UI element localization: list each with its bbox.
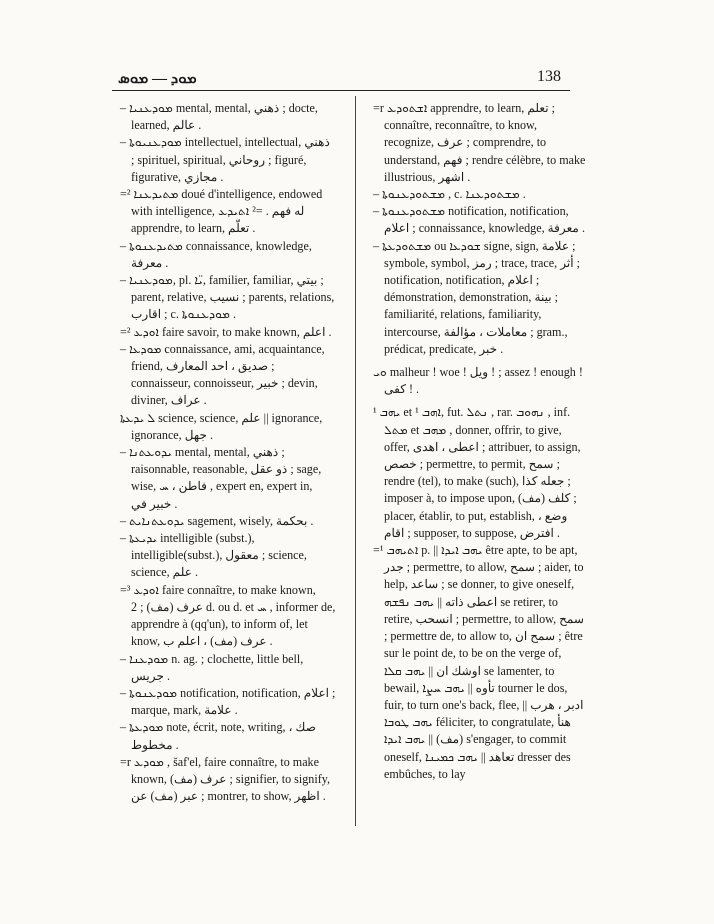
entry: – ܡܘܕܥܐ connaissance, ami, acquaintance, friend, صديق ، احد المعارف ; connaisseur, connoisseur, خبير ; devin, diviner, عراف . [120, 341, 325, 408]
entry: – ܝܕܘܥܬܢܐܝܬ sagement, wisely, بحكمة . [120, 513, 314, 528]
entry: =³ ܐܘܕܥ faire connaître, to make known, عرف (مف) ; 2 d. ou d. et ܚ , informer de, apprendre à (qq'un), to inform of, let know, عرف (مف) ، اعلم ب . [120, 582, 336, 649]
entry: =r ܡܘܕܥ , šaf'el, faire connaître, to make known, عرف (مف) ; signifier, to signify, عبر (مف) عن ; montrer, to show, اظهر . [120, 754, 331, 804]
header-rule [112, 90, 570, 91]
entry: – ܡܘܕܥܢܘܬܐ notification, notification, اعلام ; marque, mark, علامة . [120, 685, 336, 718]
entry: – ܡܘܕܥܢܝܐ mental, mental, ذهني ; docte, learned, عالم . [120, 101, 318, 133]
entry: =r ܐܫܬܘܕܥ apprendre, to learn, تعلم ; connaître, reconnaître, to know, recognize, عرف ; comprendre, to understand, فهم ; rendre célèbre, to make illustrious, اشهر . [373, 101, 586, 184]
entry: – ܡܫܬܘܕܥܢܘܬܐ , c. ܡܫܬܘܕܥܢܐ . [373, 187, 526, 202]
entry: – ܡܫܬܘܕܥܢܘܬܐ notification, notification, اعلام ; connaissance, knowledge, معرفة . [373, 204, 585, 236]
entry: =² ܐܘܕܥ faire savoir, to make known, اعلم . [120, 324, 332, 339]
entry: ܠ ܝܕܥܬܐ science, science, علم || ignorance, ignorance, جهل . [120, 410, 323, 442]
entry: – ܡܘܕܥܢܝܐ, pl. ܝ̈ܐ, familier, familiar, بيتي ; parent, relative, نسيب ; parents, relations, اقارب ; c. ܡܘܕܥܢܘܬܐ . [120, 273, 335, 322]
entry: – ܝܕܝܥܬܐ intelligible (subst.), intelligible(subst.), معقول ; science, science, علم . [120, 531, 307, 580]
left-column [120, 100, 336, 805]
entry: – ܡܘܕܥܢܐ n. ag. ; clochette, little bell, جريس . [120, 651, 304, 683]
entry: =¹ ܐܬܝܗܒ p. || ܝܗܒ ܐܝܕܐ être apte, to be apt, جدر ; permettre, to allow, سمح ; aider, to help, ساعد ; se donner, to give oneself, اعطى ذاته || ܝܗܒ ܢܦܫܗ se retirer, to retire, انسحب ; permettre, to allow, سمح ; permettre de, to allow to, سمح ان ; être sur le point de, to be on the verge of, اوشك ان || ܝܗܒ ܩܠܐ se lamenter, to bewail, تأوه || ܝܗܒ ܚܨܐ tourner le dos, fuir, to turn one's back, flee, ادبر ، هرب || ܝܗܒ ܛܘܒܐ féliciter, to congratulate, هنأ (مف) || ܝܗܒ ܐܝܕܐ s'engager, to commit oneself, تعاهد || ܝܗܒ ܟܡܝܢܐ dresser des embûches, to lay [373, 543, 585, 781]
entry: =² ܡܬܝܕܥܢܐ doué d'intelligence, endowed with intelligence, له فهم . =² ܐܬܝܕܥ apprendre, to learn, تعلّم . [120, 187, 323, 236]
entry: – ܝܕܘܥܬܢܐ mental, mental, ذهني ; raisonnable, reasonable, ذو عقل ; sage, wise, فاطن ، ܚ , expert en, expert in, خبير في . [120, 445, 322, 511]
entry: ܝܗܒ ¹ et ¹ ܐܗܒ, fut. ܢܬܠ , rar. ܢܗܘܒ , inf. ܡܬܠ et ܡܗܒ , donner, offrir, to give, offer, اعطى ، اهدى ; attribuer, to assign, خصص ; permettre, to permit, سمح ; rendre (tel), to make (such), جعله كذا ; imposer à, to impose upon, كلف (مف) ; placer, établir, to put, establish, وضع ، اقام ; supposer, to suppose, افترض . [373, 405, 581, 540]
entry: – ܡܘܕܥܢܝܘܬܐ intellectuel, intellectual, ذهني ; spirituel, spiritual, روحاني ; figuré, figurative, مجازي . [120, 135, 330, 184]
entry: – ܡܘܕܥܬܐ note, écrit, note, writing, صك ، مخطوط . [120, 720, 316, 752]
running-head: ܡܘܕ — ܡܘܣ [118, 71, 197, 87]
entry: – ܡܫܬܘܕܥܬܐ ou ܫܘܕܥܐ signe, sign, علامة ; symbole, symbol, رمز ; trace, trace, أثر ; notification, notification, اعلام ; démonstration, demonstration, بينة ; familiarité, relations, familiarity, intercourse, معاملات ، مؤالفة ; gram., prédicat, predicate, خبر . [373, 238, 580, 356]
right-column [373, 100, 589, 783]
entry: ܘܝ malheur ! woe ! ويل ! ; assez ! enough ! كفى ! . [373, 365, 583, 397]
page-number: 138 [537, 68, 561, 85]
column-divider [355, 96, 356, 826]
entry: – ܡܬܝܕܥܢܘܬܐ connaissance, knowledge, معرفة . [120, 238, 312, 270]
